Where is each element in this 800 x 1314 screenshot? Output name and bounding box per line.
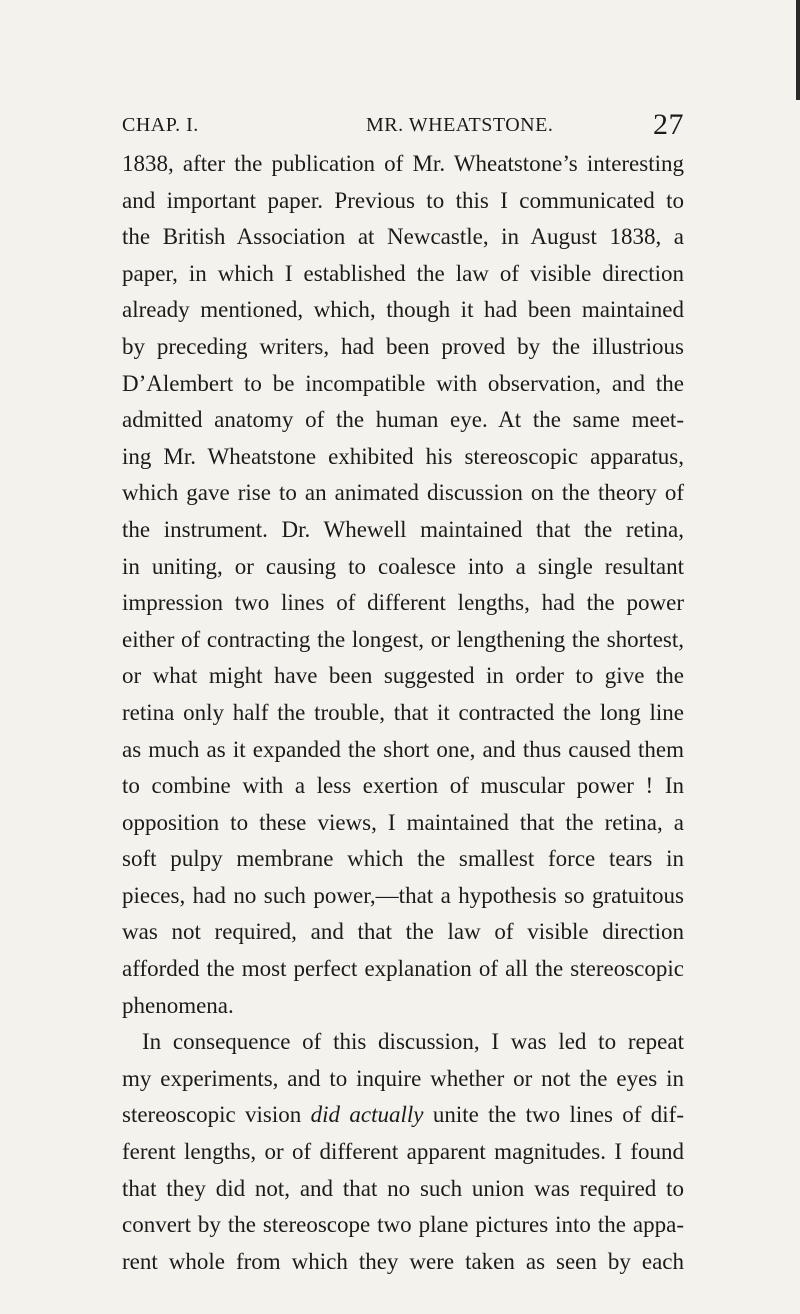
paragraph-two	[122, 1024, 684, 1280]
text-line: 1838, after the publication of Mr. Wheatstone’s interesting	[122, 151, 684, 176]
text-line: ing Mr. Wheatstone exhibited his stereoscopic apparatus,	[122, 443, 684, 469]
text-line: by preceding writers, had been proved by the illustrious	[122, 333, 684, 359]
text-line: paper, in which I established the law of visible direction	[122, 260, 684, 286]
text-line: as much as it expanded the short one, and thus caused them	[122, 736, 684, 762]
text-line: was not required, and that the law of visible direction	[122, 919, 684, 945]
text-line: the British Association at Newcastle, in August 1838, a	[122, 224, 684, 250]
running-title: MR. WHEATSTONE.	[366, 114, 554, 136]
running-head	[122, 108, 684, 146]
text-line: or what might have been suggested in order to give the	[122, 663, 684, 689]
text-line: opposition to these views, I maintained that the retina, a	[122, 809, 684, 835]
text-line: impression two lines of different lengths, had the power	[122, 590, 684, 616]
text-line: ferent lengths, or of different apparent magnitudes. I found	[122, 1139, 684, 1165]
text-line: retina only half the trouble, that it contracted the long line	[122, 699, 684, 725]
chapter-label: CHAP. I.	[122, 114, 199, 136]
text-line: to combine with a less exertion of muscular power ! In	[122, 773, 684, 799]
text-run: unite the two lines of dif-	[423, 1102, 684, 1128]
text-line: pieces, had no such power,—that a hypothesis so gratuitous	[122, 882, 684, 908]
text-line: the instrument. Dr. Whewell maintained that the retina,	[122, 516, 684, 542]
text-line: convert by the stereoscope two plane pictures into the appa-	[122, 1212, 684, 1238]
text-line: phenomena.	[122, 992, 234, 1018]
paragraph-one	[122, 146, 684, 1024]
page-edge-shadow	[796, 0, 800, 100]
text-line: already mentioned, which, though it had been maintained	[122, 297, 684, 323]
body-text	[122, 146, 684, 1280]
text-line: which gave rise to an animated discussion on the theory of	[122, 480, 684, 506]
text-line-with-emphasis	[122, 1097, 684, 1134]
text-line: rent whole from which they were taken as seen by each	[122, 1248, 684, 1274]
text-line: my experiments, and to inquire whether or not the eyes in	[122, 1065, 684, 1091]
text-line: soft pulpy membrane which the smallest force tears in	[122, 846, 684, 872]
text-line: in uniting, or causing to coalesce into a single resultant	[122, 553, 684, 579]
text-line: In consequence of this discussion, I was led to repeat	[142, 1029, 684, 1055]
text-run: stereoscopic vision	[122, 1102, 311, 1128]
page-number: 27	[653, 108, 684, 141]
text-line: that they did not, and that no such union was required to	[122, 1175, 684, 1201]
text-line: either of contracting the longest, or lengthening the shortest,	[122, 626, 684, 652]
text-line: admitted anatomy of the human eye. At the same meet-	[122, 407, 684, 433]
text-line: D’Alembert to be incompatible with observation, and the	[122, 370, 684, 396]
italic-emphasis: did actually	[310, 1102, 424, 1128]
text-line: and important paper. Previous to this I communicated to	[122, 187, 684, 213]
text-line: afforded the most perfect explanation of all the stereoscopic	[122, 956, 684, 982]
